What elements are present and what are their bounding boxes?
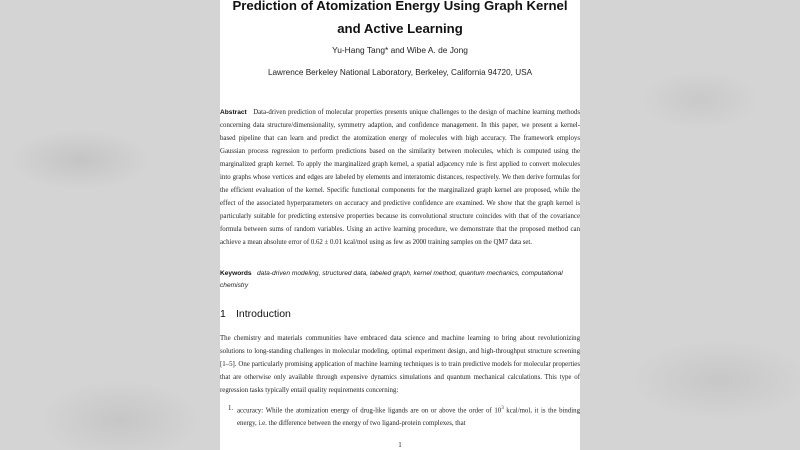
paper-authors: Yu-Hang Tang* and Wibe A. de Jong <box>332 45 468 55</box>
section-heading <box>220 308 580 320</box>
paper-page <box>220 0 580 450</box>
abstract-label: Abstract <box>220 109 247 116</box>
abstract-paragraph <box>220 106 580 249</box>
keywords-label: Keywords <box>220 270 252 277</box>
list-item-text-before: accuracy: While the atomization energy of drug-like ligands are on or above the order of 10 <box>237 407 502 415</box>
list-item-text-after: kcal/mol, it is the binding energy, i.e. the difference between the energy of two ligand-protein complexes, that <box>237 407 580 428</box>
list-item <box>220 402 580 430</box>
paper-affiliation: Lawrence Berkeley National Laboratory, Berkeley, California 94720, USA <box>267 68 533 77</box>
section-number: 1 <box>220 308 226 320</box>
requirements-list <box>220 402 580 430</box>
list-item-marker: 1. <box>228 405 234 412</box>
page-number: 1 <box>398 441 402 449</box>
section-title: Introduction <box>236 308 291 320</box>
list-item-superscript: 3 <box>501 406 504 411</box>
abstract-text: Data-driven prediction of molecular properties presents unique challenges to the design of machine learning methods concerning data structure/dimensionality, symmetry adaption, and confidence management. In this paper, we present a kernel-based pipeline that can learn and predict the atomization energy of molecules with high accuracy. The framework employs Gaussian process regression to perform predictions based on the similarity between molecules, which is computed using the marginalized graph kernel. To apply the marginalized graph kernel, a spatial adjacency rule is first applied to convert molecules into graphs whose vertices and edges are labeled by elements and interatomic distances, respectively. We then derive formulas for the efficient evaluation of the kernel. Specific functional components for the marginalized graph kernel are proposed, while the effect of the associated hyperparameters on accuracy and predictive confidence are examined. We show that the graph kernel is particularly suitable for predicting extensive properties because its convolutional structure coincides with that of the covariance formula between sums of random variables. Using an active learning procedure, we demonstrate that the proposed method can achieve a mean absolute error of 0.62 ± 0.01 kcal/mol using as few as 2000 training samples on the QM7 data set. <box>220 109 580 246</box>
keywords-text: data-driven modeling, structured data, labeled graph, kernel method, quantum mechanics, computational chemistry <box>220 270 563 289</box>
keywords-paragraph <box>220 268 580 292</box>
paper-title: Prediction of Atomization Energy Using Graph Kernel and Active Learning <box>232 0 568 36</box>
intro-paragraph: The chemistry and materials communities have embraced data science and machine learning to bring about revolutionizing solutions to long-standing challenges in molecular modeling, optimal experiment design, and high-throughput structure screening [1–5]. One particularly promising application of machine learning techniques is to train predictive models for molecular properties that are otherwise only available through expensive dynamics simulations and quantum mechanical calculations. This type of regression tasks typically entail quality requirements concerning: <box>220 335 580 394</box>
